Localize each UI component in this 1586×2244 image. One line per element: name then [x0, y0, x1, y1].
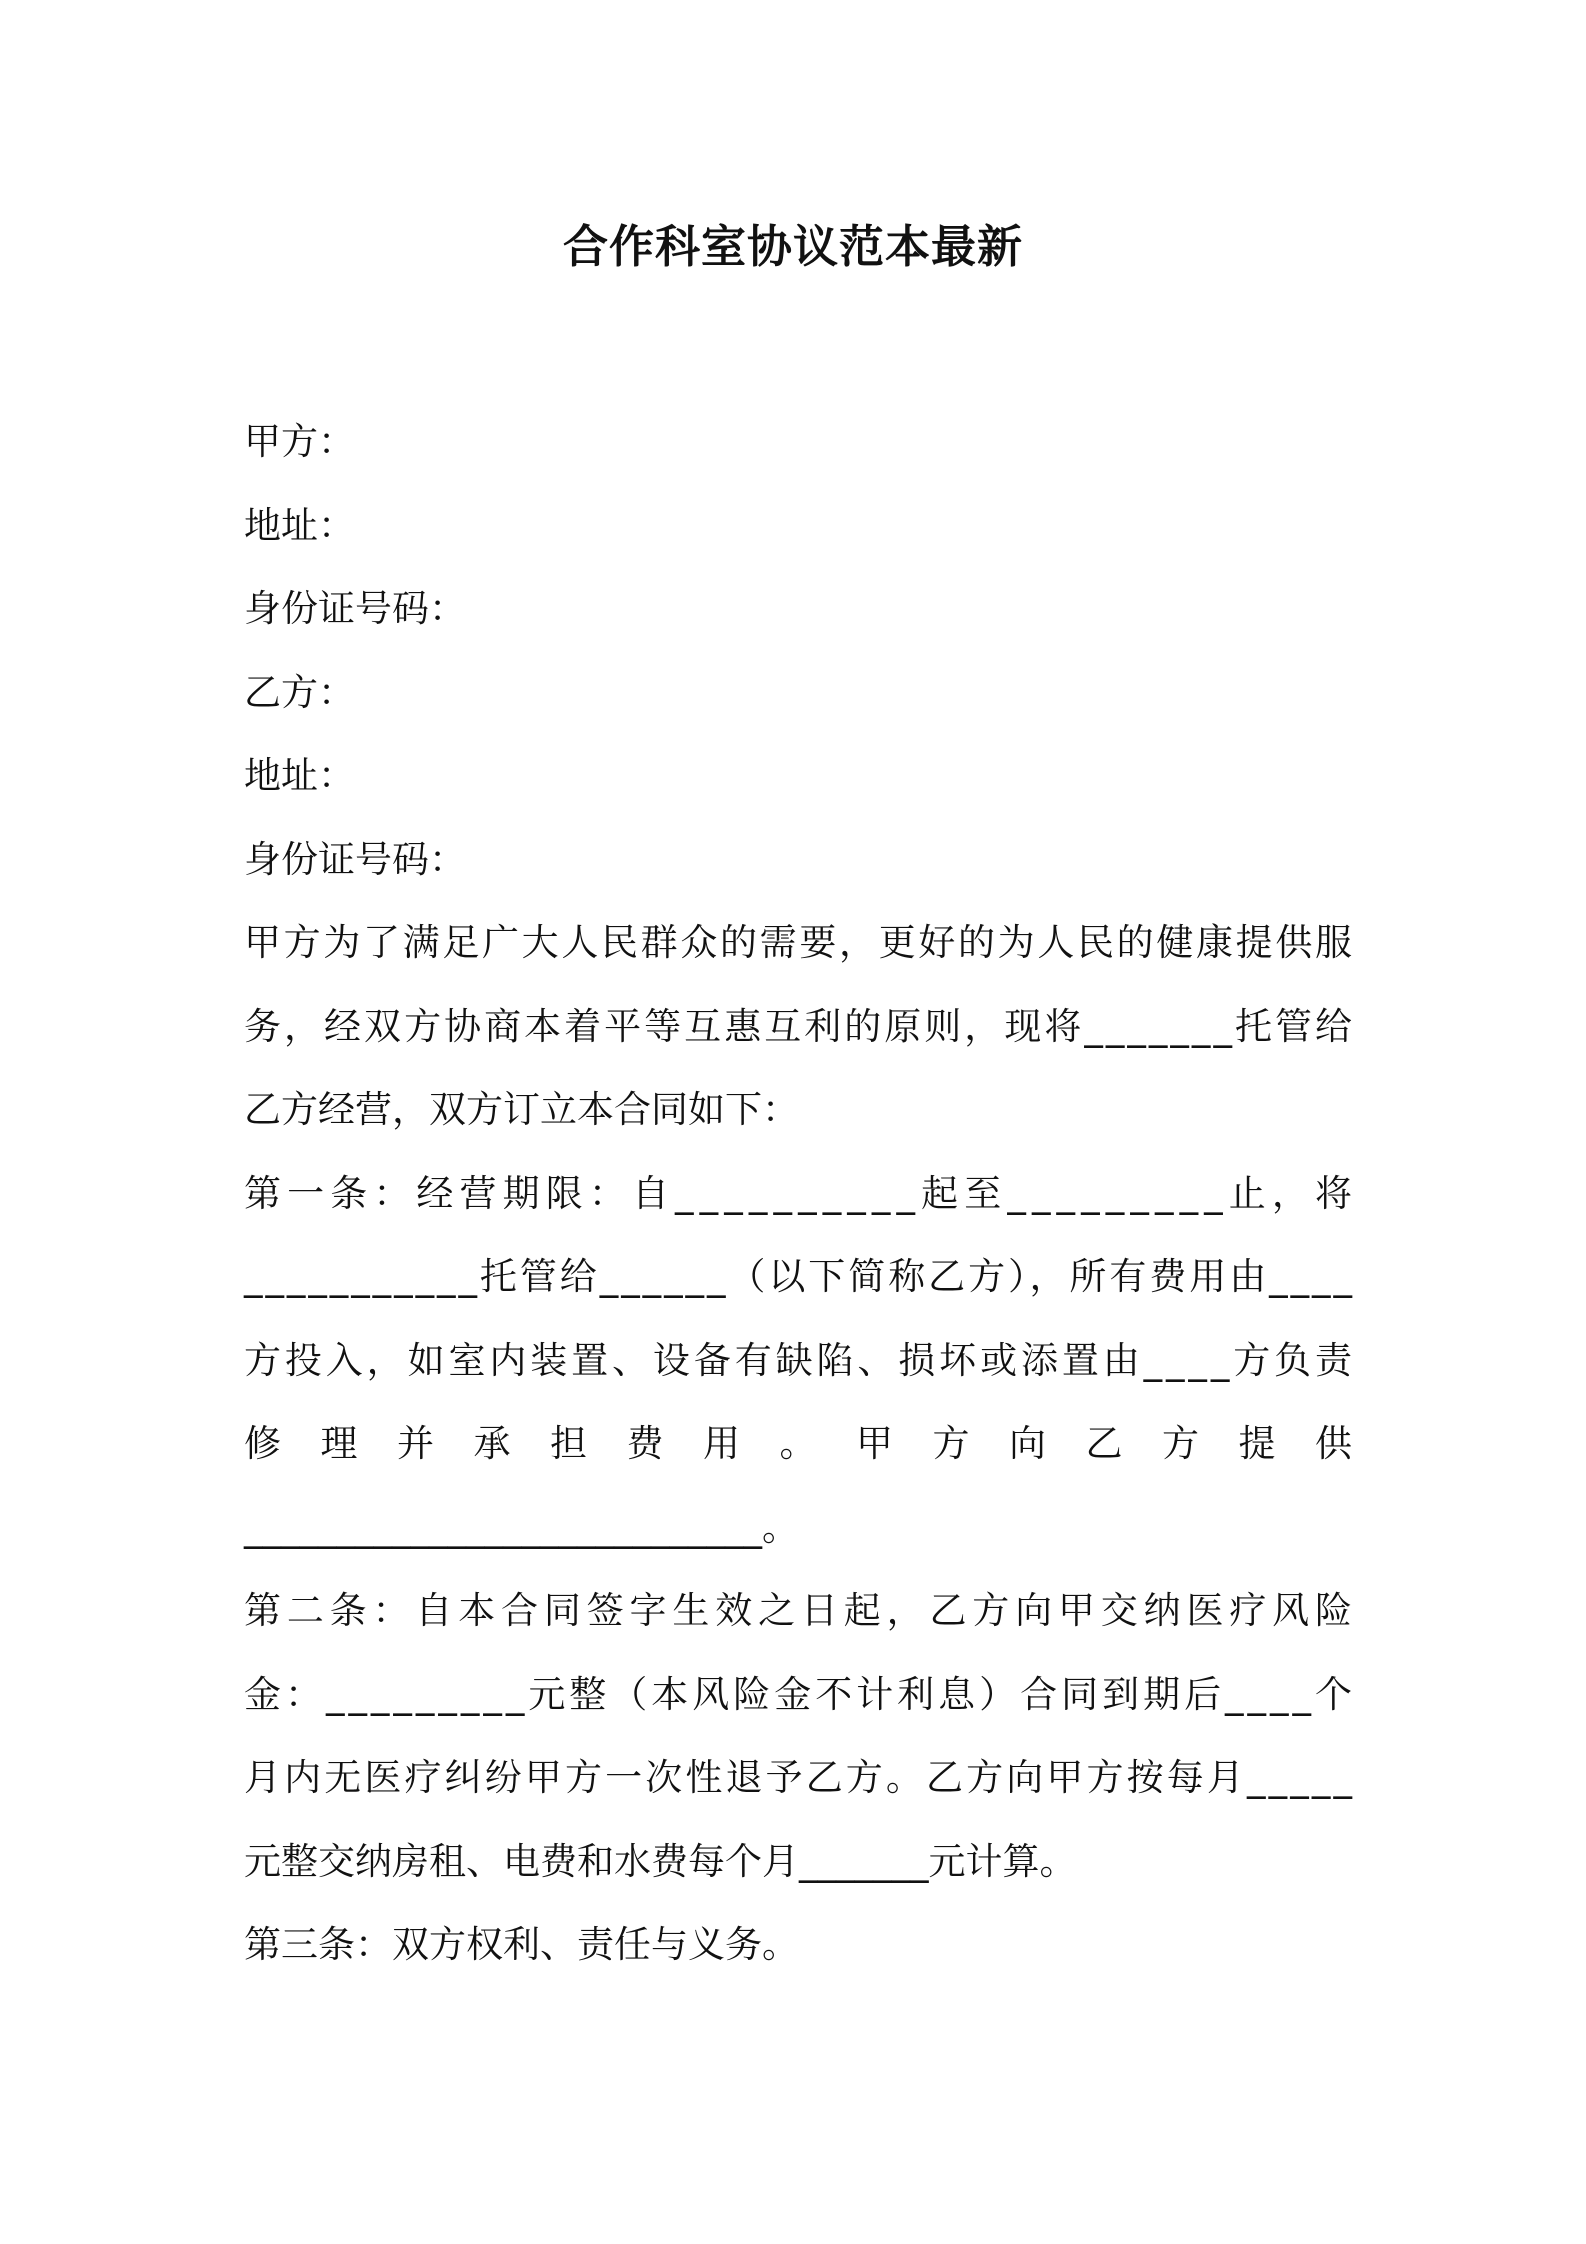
spread-char: 乙: [1085, 1422, 1123, 1465]
document-body: [244, 400, 1359, 1987]
paragraph-line: [244, 1152, 1359, 1236]
spread-char: 向: [1009, 1422, 1046, 1465]
spread-char: 甲: [856, 1422, 893, 1465]
paragraph-line: [244, 901, 1355, 985]
line-text: 第二条：自本合同签字生效之日起，乙方向甲交纳医疗风险: [244, 1589, 1358, 1632]
paragraph-line: [244, 1235, 1355, 1319]
intro-paragraph: [244, 901, 1356, 1152]
spread-char: 并: [397, 1422, 434, 1465]
paragraph-line: [244, 985, 1356, 1069]
spread-char: 费: [626, 1422, 664, 1465]
line-text: 务，经双方协商本着平等互惠互利的原则，现将_______托管给: [244, 1004, 1356, 1048]
paragraph-line: [244, 1569, 1358, 1653]
line-text: 甲方为了满足广大人民群众的需要，更好的为人民的健康提供服: [244, 921, 1355, 964]
party-a-id-field: 身份证号码：: [244, 587, 466, 630]
line-text: 月内无医疗纠纷甲方一次性退予乙方。乙方向甲方按每月_____: [244, 1756, 1356, 1799]
article-1-paragraph: [244, 1152, 1359, 1570]
party-a-address-field: 地址：: [244, 503, 355, 547]
party-a-field: 甲方：: [244, 420, 355, 463]
article-3-line: 第三条：双方权利、责任与义务。: [244, 1923, 799, 1966]
spread-char: 提: [1238, 1422, 1276, 1465]
spread-char: 方: [932, 1422, 970, 1465]
party-b-id-field: 身份证号码：: [244, 837, 466, 881]
line-text: 方投入，如室内装置、设备有缺陷、损坏或添置由____方负责: [244, 1338, 1356, 1382]
document-title: 合作科室协议范本最新: [562, 220, 1023, 273]
spread-char: 担: [550, 1422, 587, 1465]
line-text: 金：_________元整（本风险金不计利息）合同到期后____个: [244, 1672, 1356, 1716]
spread-paragraph-line: [244, 1402, 1352, 1486]
line-text: ___________托管给______（以下简称乙方），所有费用由____: [244, 1255, 1355, 1298]
paragraph-line: 乙方经营，双方订立本合同如下：: [244, 1088, 799, 1131]
party-b-address-field: 地址：: [244, 754, 355, 797]
spread-char: 承: [473, 1422, 511, 1465]
article-2-paragraph: [244, 1569, 1358, 1903]
paragraph-line: [244, 1653, 1356, 1737]
spread-char: 供: [1315, 1422, 1352, 1465]
paragraph-line: [244, 1319, 1356, 1403]
spread-char: 用: [703, 1422, 740, 1465]
spread-char: 理: [320, 1422, 358, 1465]
party-b-field: 乙方：: [244, 670, 355, 714]
spread-char: 方: [1162, 1422, 1199, 1465]
line-text: 第一条：经营期限：自__________起至_________止，将: [244, 1171, 1359, 1215]
spread-char: 。: [779, 1422, 817, 1465]
paragraph-line: ____________________________。: [244, 1505, 799, 1549]
spread-char: 修: [244, 1422, 281, 1465]
paragraph-line: 元整交纳房租、电费和水费每个月_______元计算。: [244, 1839, 1077, 1883]
paragraph-line: [244, 1736, 1356, 1820]
